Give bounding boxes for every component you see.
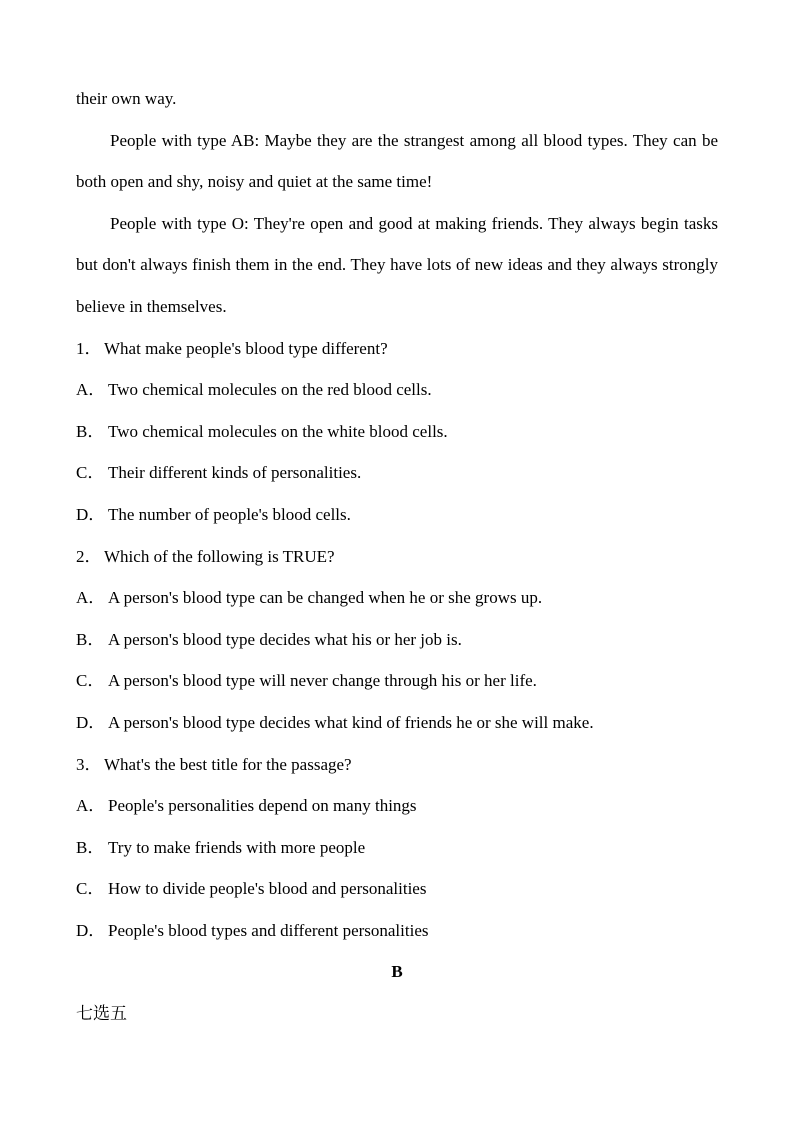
option-2a xyxy=(76,577,718,619)
passage-paragraph-type-ab: People with type AB: Maybe they are the strangest among all blood types. They can be both open and shy, noisy and quiet at the same time! xyxy=(76,130,718,192)
option-3b xyxy=(76,827,718,869)
section-heading: B xyxy=(391,962,403,982)
option-text: A person's blood type will never change through his or her life. xyxy=(108,671,537,691)
option-3a xyxy=(76,785,718,827)
option-1a xyxy=(76,369,718,411)
option-text: A person's blood type can be changed when he or she grows up. xyxy=(108,588,543,608)
option-letter: C． xyxy=(76,671,105,691)
option-text: Two chemical molecules on the red blood cells. xyxy=(108,380,432,400)
option-letter: B． xyxy=(76,837,105,857)
question-2 xyxy=(76,536,718,578)
option-1b xyxy=(76,411,718,453)
question-stem: Which of the following is TRUE? xyxy=(104,546,335,566)
question-3 xyxy=(76,744,718,786)
option-2d xyxy=(76,702,718,744)
section-subheading: 七选五 xyxy=(76,1004,127,1024)
option-text: Try to make friends with more people xyxy=(108,837,366,857)
option-letter: A． xyxy=(76,796,106,816)
option-text: Their different kinds of personalities. xyxy=(108,463,362,483)
question-number: 2． xyxy=(76,546,102,566)
question-stem: What's the best title for the passage? xyxy=(104,754,352,774)
option-1c xyxy=(76,452,718,494)
passage-continuation: their own way. xyxy=(76,89,177,108)
option-letter: D． xyxy=(76,504,106,524)
option-text: People's blood types and different personalities xyxy=(108,920,429,940)
option-letter: C． xyxy=(76,879,105,899)
option-text: A person's blood type decides what his or her job is. xyxy=(108,629,462,649)
option-letter: D． xyxy=(76,712,106,732)
question-1 xyxy=(76,328,718,370)
option-text: The number of people's blood cells. xyxy=(108,504,351,524)
question-number: 1． xyxy=(76,338,102,358)
option-letter: A． xyxy=(76,380,106,400)
option-2b xyxy=(76,619,718,661)
option-2c xyxy=(76,660,718,702)
option-text: Two chemical molecules on the white blood cells. xyxy=(108,421,448,441)
option-3c xyxy=(76,868,718,910)
option-letter: C． xyxy=(76,463,105,483)
option-letter: B． xyxy=(76,629,105,649)
option-text: How to divide people's blood and personalities xyxy=(108,879,427,899)
option-3d xyxy=(76,910,718,952)
option-text: A person's blood type decides what kind of friends he or she will make. xyxy=(108,712,594,732)
option-1d xyxy=(76,494,718,536)
question-stem: What make people's blood type different? xyxy=(104,338,388,358)
option-letter: B． xyxy=(76,421,105,441)
option-text: People's personalities depend on many things xyxy=(108,796,417,816)
option-letter: A． xyxy=(76,588,106,608)
option-letter: D． xyxy=(76,920,106,940)
question-number: 3． xyxy=(76,754,102,774)
document-page xyxy=(76,78,718,1035)
passage-paragraph-type-o: People with type O: They're open and good at making friends. They always begin tasks but don't always finish them in the end. They have lots of new ideas and they always strongly believe in themselves. xyxy=(76,213,718,316)
